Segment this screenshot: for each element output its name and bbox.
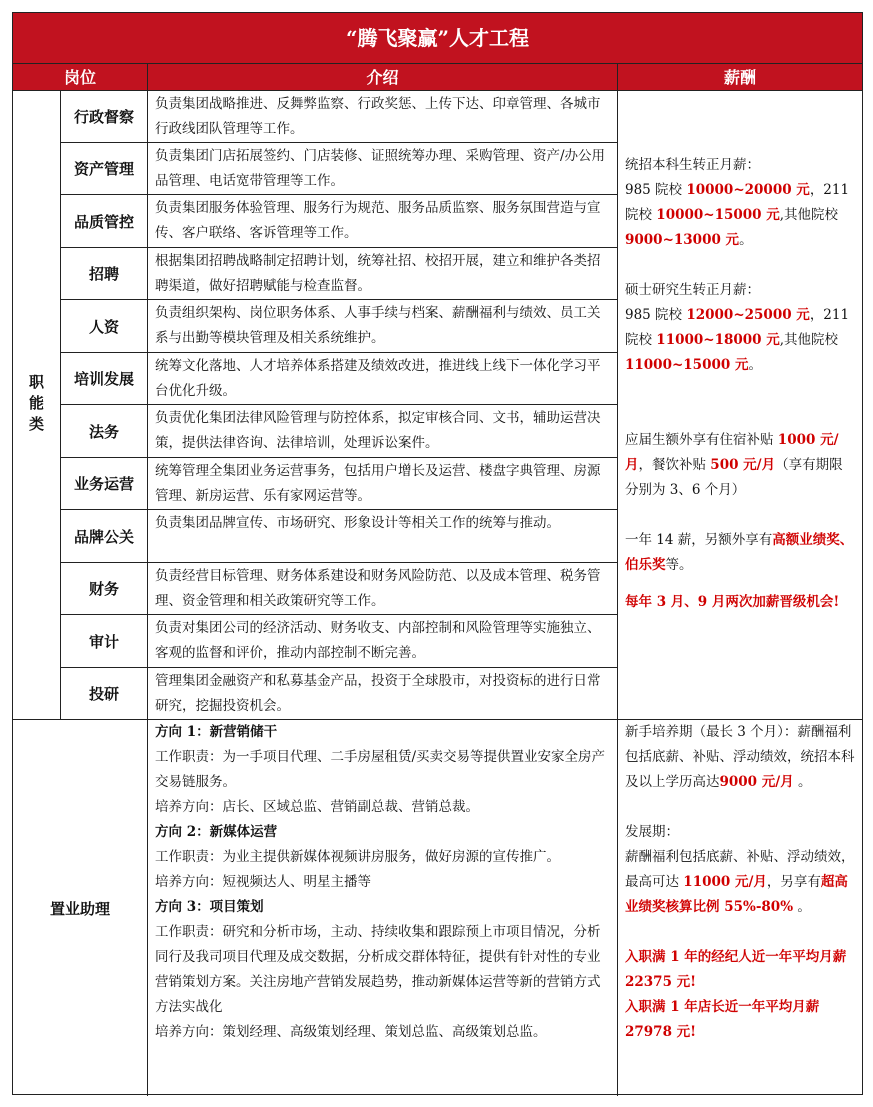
category-assistant: 置业助理 bbox=[13, 720, 148, 1096]
row-description: 管理集团金融资产和私募基金产品，投资于全球股市，对投资标的进行日常研究，挖掘投资机会。 bbox=[148, 668, 618, 720]
row-name: 招聘 bbox=[61, 248, 148, 300]
row-name: 人资 bbox=[61, 300, 148, 353]
direction-1-title: 方向 1：新营销储干 bbox=[155, 724, 278, 740]
trainee-period: 新手培养期（最长 3 个月）：薪酬福利包括底薪、补贴、浮动绩效，统招本科及以上学历高达9000 元/月 。 bbox=[625, 724, 855, 790]
row-description: 负责集团门店拓展签约、门店装修、证照统筹办理、采购管理、资产/办公用品管理、电话宽带管理等工作。 bbox=[148, 143, 618, 195]
raise-opportunity: 每年 3 月、9 月两次加薪晋级机会! bbox=[625, 594, 840, 610]
row-description: 负责经营目标管理、财务体系建设和财务风险防范、以及成本管理、税务管理、资金管理和相关政策研究等工作。 bbox=[148, 563, 618, 615]
agent-average-salary: 入职满 1 年的经纪人近一年平均月薪 22375 元! bbox=[625, 949, 847, 990]
category-functional bbox=[13, 90, 61, 720]
recruitment-table bbox=[12, 12, 863, 1095]
row-name: 审计 bbox=[61, 615, 148, 668]
direction-1-path: 培养方向：店长、区域总监、营销副总裁、营销总裁。 bbox=[155, 799, 479, 815]
master-title: 硕士研究生转正月薪： bbox=[625, 282, 760, 298]
direction-3-duty: 工作职责：研究和分析市场，主动、持续收集和跟踪预上市项目情况，分析同行及我司项目代理及成交数据，分析成交群体特征，提供有针对性的专业营销策划方案。关注房地产营销发展趋势，推动新媒体运营等新的营销方式方法实战化 bbox=[155, 924, 601, 1015]
assistant-salary bbox=[618, 720, 862, 1096]
direction-2-path: 培养方向：短视频达人、明星主播等 bbox=[155, 874, 371, 890]
row-description: 统筹文化落地、人才培养体系搭建及绩效改进，推进线上线下一体化学习平台优化升级。 bbox=[148, 353, 618, 405]
direction-3-title: 方向 3：项目策划 bbox=[155, 899, 264, 915]
header-position: 岗位 bbox=[13, 63, 148, 90]
master-salary: 985 院校 12000~25000 元，211 院校 11000~18000 元,其他院校 11000~15000 元。 bbox=[625, 307, 850, 373]
row-name: 资产管理 bbox=[61, 143, 148, 195]
category-functional-label: 职能类 bbox=[27, 373, 45, 437]
row-description: 负责集团服务体验管理、服务行为规范、服务品质监察、服务氛围营造与宣传、客户联络、客诉管理等工作。 bbox=[148, 195, 618, 248]
row-description: 负责组织架构、岗位职务体系、人事手续与档案、薪酬福利与绩效、员工关系与出勤等模块管理及相关系统维护。 bbox=[148, 300, 618, 353]
header-salary: 薪酬 bbox=[618, 63, 862, 90]
row-name: 培训发展 bbox=[61, 353, 148, 405]
row-description: 统筹管理全集团业务运营事务，包括用户增长及运营、楼盘字典管理、房源管理、新房运营、乐有家网运营等。 bbox=[148, 458, 618, 510]
assistant-intro bbox=[148, 720, 618, 1096]
header-intro: 介绍 bbox=[148, 63, 618, 90]
graduate-allowance: 应届生额外享有住宿补贴 1000 元/月，餐饮补贴 500 元/月（享有期限分别为 3、6 个月） bbox=[625, 432, 843, 498]
manager-average-salary: 入职满 1 年店长近一年平均月薪 27978 元! bbox=[625, 999, 820, 1040]
annual-bonus: 一年 14 薪，另额外享有高额业绩奖、伯乐奖等。 bbox=[625, 532, 854, 573]
row-description: 负责优化集团法律风险管理与防控体系，拟定审核合同、文书，辅助运营决策，提供法律咨询、法律培训，处理诉讼案件。 bbox=[148, 405, 618, 458]
row-name: 品牌公关 bbox=[61, 510, 148, 563]
row-description: 负责对集团公司的经济活动、财务收支、内部控制和风险管理等实施独立、客观的监督和评价，推动内部控制不断完善。 bbox=[148, 615, 618, 668]
undergrad-title: 统招本科生转正月薪： bbox=[625, 157, 760, 173]
direction-2-duty: 工作职责：为业主提供新媒体视频讲房服务，做好房源的宣传推广。 bbox=[155, 849, 560, 865]
undergrad-salary: 985 院校 10000~20000 元，211 院校 10000~15000 元,其他院校 9000~13000 元。 bbox=[625, 182, 850, 248]
direction-2-title: 方向 2：新媒体运营 bbox=[155, 824, 278, 840]
row-name: 业务运营 bbox=[61, 458, 148, 510]
row-name: 财务 bbox=[61, 563, 148, 615]
row-name: 投研 bbox=[61, 668, 148, 720]
direction-3-path: 培养方向：策划经理、高级策划经理、策划总监、高级策划总监。 bbox=[155, 1024, 547, 1040]
development-period: 薪酬福利包括底薪、补贴、浮动绩效，最高可达 11000 元/月，另享有超高业绩奖核算比例 55%-80% 。 bbox=[625, 849, 855, 915]
development-title: 发展期： bbox=[625, 824, 679, 840]
direction-1-duty: 工作职责：为一手项目代理、二手房屋租赁/买卖交易等提供置业安家全房产交易链服务。 bbox=[155, 749, 606, 790]
functional-salary bbox=[618, 90, 862, 720]
row-description: 负责集团品牌宣传、市场研究、形象设计等相关工作的统筹与推动。 bbox=[148, 510, 618, 563]
row-name: 法务 bbox=[61, 405, 148, 458]
row-name: 行政督察 bbox=[61, 90, 148, 143]
row-name: 品质管控 bbox=[61, 195, 148, 248]
row-description: 负责集团战略推进、反舞弊监察、行政奖惩、上传下达、印章管理、各城市行政线团队管理等工作。 bbox=[148, 90, 618, 143]
row-description: 根据集团招聘战略制定招聘计划，统筹社招、校招开展，建立和维护各类招聘渠道，做好招聘赋能与检查监督。 bbox=[148, 248, 618, 300]
page-title: “腾飞聚赢”人才工程 bbox=[13, 13, 862, 63]
